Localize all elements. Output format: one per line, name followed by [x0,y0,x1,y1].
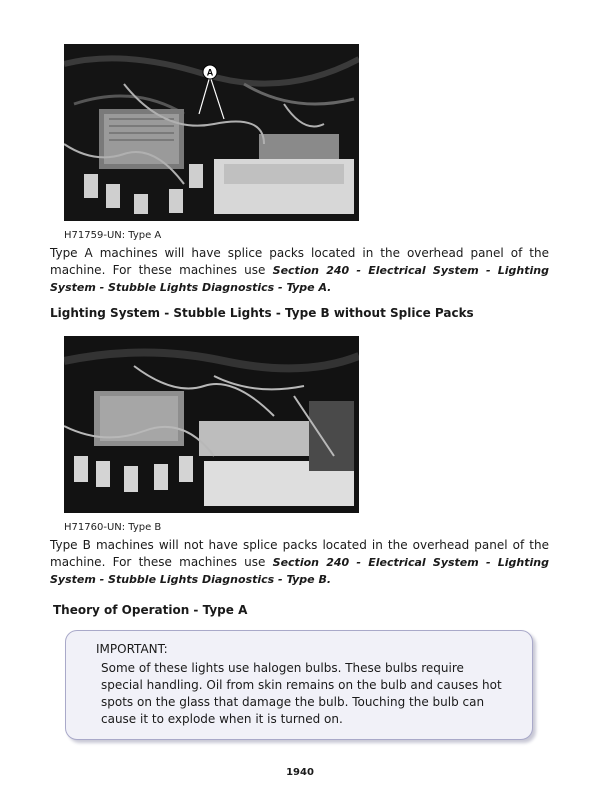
important-title: IMPORTANT: [96,642,168,656]
figure-type-b-photo [64,336,359,513]
section-heading-type-b: Lighting System - Stubble Lights - Type B without Splice Packs [50,306,474,320]
important-notice-box [65,630,533,740]
figure-type-a-photo [64,44,359,221]
important-body: Some of these lights use halogen bulbs. These bulbs require special handling. Oil from skin remains on the bulb and causes hot spots on the glass that damage the bulb. Touching the bulb can cause it to explode when it is turned on. [101,661,502,726]
section-heading-theory-of-operation: Theory of Operation - Type A [53,603,248,617]
paragraph-type-b [50,537,549,588]
paragraph-type-a-text: Type A machines will have splice packs located in the overhead panel of the machine. For these machines use [50,246,549,277]
overhead-panel-photo-type-a [64,44,359,221]
callout-label-a: A [206,67,214,78]
figure-caption-type-a: H71759-UN: Type A [64,230,162,241]
section-reference-type-b: Section 240 - Electrical System - Lighting System - Stubble Lights Diagnostics - Type B. [50,556,549,586]
page-number: 1940 [286,767,314,778]
section-reference-type-a: Section 240 - Electrical System - Lighting System - Stubble Lights Diagnostics - Type A. [50,264,549,294]
paragraph-type-b-text: Type B machines will not have splice packs located in the overhead panel of the machine. For these machines use [50,538,549,569]
figure-caption-type-b: H71760-UN: Type B [64,522,162,533]
overhead-panel-photo-type-b [64,336,359,513]
paragraph-type-a [50,245,549,296]
